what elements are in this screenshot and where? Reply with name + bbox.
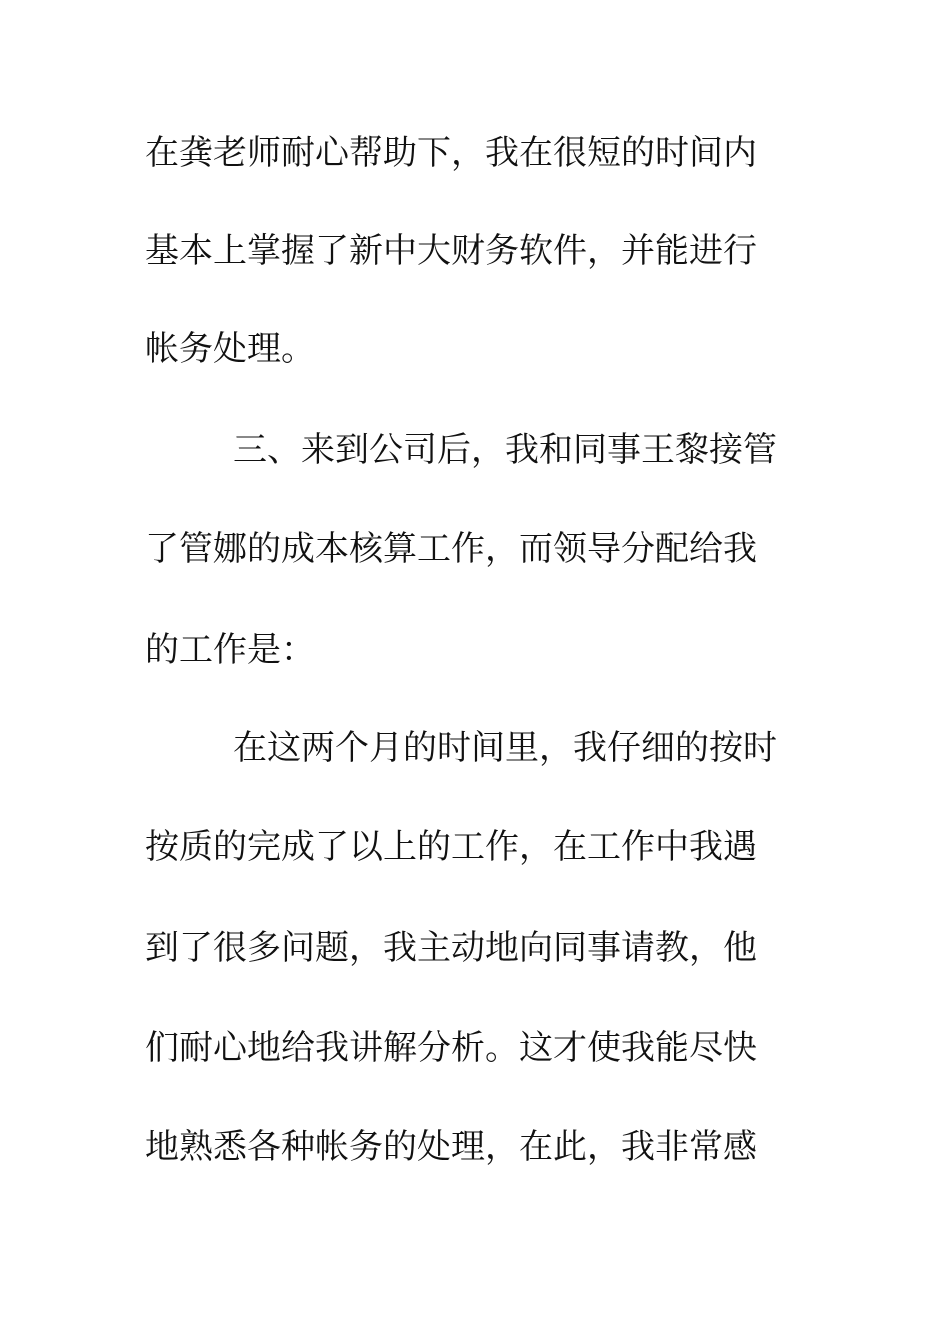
paragraph-line: 地熟悉各种帐务的处理，在此，我非常感 (145, 1127, 757, 1167)
paragraph-line: 基本上掌握了新中大财务软件，并能进行 (145, 231, 757, 271)
paragraph-line: 按质的完成了以上的工作，在工作中我遇 (145, 827, 757, 867)
paragraph-line: 三、来到公司后，我和同事王黎接管 (233, 430, 777, 470)
paragraph-line: 到了很多问题，我主动地向同事请教，他 (145, 928, 757, 968)
paragraph-line: 帐务处理。 (145, 329, 315, 369)
paragraph-line: 在这两个月的时间里，我仔细的按时 (233, 728, 777, 768)
paragraph-line: 的工作是： (145, 630, 315, 670)
paragraph-line: 在龚老师耐心帮助下，我在很短的时间内 (145, 133, 757, 173)
paragraph-line: 们耐心地给我讲解分析。这才使我能尽快 (145, 1028, 757, 1068)
paragraph-line: 了管娜的成本核算工作，而领导分配给我 (145, 529, 757, 569)
